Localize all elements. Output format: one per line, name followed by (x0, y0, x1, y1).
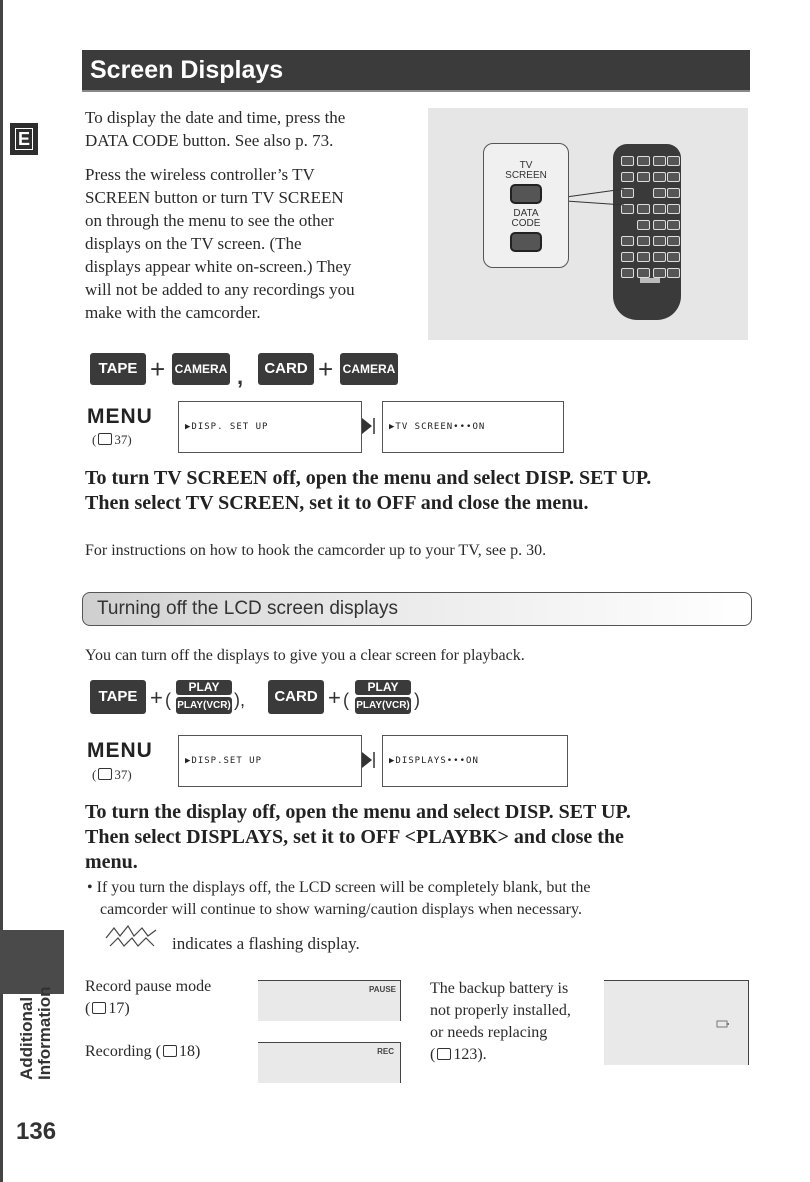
intro-line: displays appear white on-screen.) They (85, 257, 352, 276)
camera-mode-tag: CAMERA (340, 353, 398, 385)
page-title: Screen Displays (82, 50, 750, 90)
backup-battery-note: The backup battery is not properly installed, or needs replacing ( 123). (430, 980, 571, 1063)
display-off-instruction: To turn the display off, open the menu and select DISP. SET UP. Then select DISPLAYS, set it to OFF <PLAYBK> and close the menu. (85, 801, 631, 873)
warning-bullet: • If you turn the displays off, the LCD screen will be completely blank, but the camcorder will continue to show warning/caution displays when necessary. (87, 879, 591, 918)
intro-line: To display the date and time, press the (85, 108, 346, 127)
section-heading-lcd: Turning off the LCD screen displays (82, 592, 752, 626)
lcd-rec-display (258, 1042, 401, 1083)
side-tab-block (0, 930, 64, 994)
screen-line: ▶DISP. SET UP (185, 422, 269, 432)
lcd-pause-display (258, 980, 401, 1021)
rec-indicator: REC (377, 1047, 394, 1056)
intro-paragraph-1 (85, 106, 415, 152)
paren-close: ) (414, 690, 420, 710)
section2-intro: You can turn off the displays to give you a clear screen for playback. (85, 647, 525, 664)
screen-line: ▶DISP.SET UP (185, 756, 263, 766)
data-code-button-icon (510, 232, 542, 252)
comma-separator: , (237, 364, 244, 389)
tv-hookup-note: For instructions on how to hook the camcorder up to your TV, see p. 30. (85, 542, 547, 559)
side-tab-label: Additional Information (17, 986, 54, 1080)
tv-screen-label: TV SCREEN (505, 160, 547, 181)
intro-line: SCREEN button or turn TV SCREEN (85, 188, 344, 207)
title-underline (82, 90, 750, 92)
book-icon (98, 433, 112, 445)
playvcr-mode-tag: PLAY(VCR) (176, 697, 232, 714)
play-mode-tag: PLAY (355, 680, 411, 695)
intro-line: will not be added to any recordings you (85, 280, 355, 299)
menu-screen-disp-setup (178, 401, 362, 453)
remote-brand-mark (640, 278, 660, 283)
language-badge: E (10, 123, 38, 155)
remote-controller-icon (613, 144, 681, 320)
page-edge-rule (0, 0, 3, 1182)
menu-label: MENU (87, 739, 153, 762)
paren-open: ( (165, 690, 171, 710)
menu-screen-tv-screen (382, 401, 564, 453)
card-mode-tag: CARD (258, 353, 314, 385)
remote-controller-photo (428, 108, 748, 340)
screen-line: ▶TV SCREEN•••ON (389, 422, 486, 432)
record-pause-label: Record pause mode ( 17) (85, 978, 212, 1017)
tape-mode-tag: TAPE (90, 680, 146, 714)
remote-callout (483, 143, 569, 268)
page-number: 136 (16, 1118, 57, 1145)
menu-screen-displays (382, 735, 568, 787)
bullet-dot: • (87, 879, 97, 896)
tv-screen-button-icon (510, 184, 542, 204)
paren-open: ( (343, 690, 349, 710)
plus-sign: + (150, 354, 166, 384)
book-icon (98, 768, 112, 780)
plus-sign: + (328, 685, 341, 710)
flashing-display-note: indicates a flashing display. (172, 934, 360, 953)
camera-mode-tag: CAMERA (172, 353, 230, 385)
menu-page-ref: ( 37) (92, 767, 132, 782)
playvcr-mode-tag: PLAY(VCR) (355, 697, 411, 714)
intro-line: on through the menu to see the other (85, 211, 334, 230)
card-mode-tag: CARD (268, 680, 324, 714)
menu-page-ref: ( 37) (92, 432, 132, 447)
flashing-display-icon (104, 924, 158, 950)
screen-line: ▶DISPLAYS•••ON (389, 756, 479, 766)
intro-line: Press the wireless controller’s TV (85, 165, 315, 184)
plus-sign: + (150, 685, 163, 710)
book-icon (163, 1045, 177, 1057)
callout-leader-lines (566, 185, 626, 215)
play-mode-tag: PLAY (176, 680, 232, 695)
book-icon (437, 1048, 451, 1060)
recording-label: Recording ( 18) (85, 1043, 201, 1060)
tape-mode-tag: TAPE (90, 353, 146, 385)
intro-paragraph-2 (85, 163, 420, 324)
lcd-backup-battery-display (604, 980, 749, 1065)
menu-screen-disp-setup (178, 735, 362, 787)
intro-line: displays on the TV screen. (The (85, 234, 302, 253)
pause-indicator: PAUSE (369, 985, 396, 994)
battery-warning-icon (716, 1019, 730, 1029)
data-code-label: DATA CODE (511, 208, 541, 229)
plus-sign: + (318, 354, 334, 384)
book-icon (92, 1002, 106, 1014)
arrow-right-icon (362, 418, 376, 434)
arrow-right-icon (362, 752, 376, 768)
paren-close-comma: ), (234, 690, 245, 710)
tv-screen-instruction: To turn TV SCREEN off, open the menu and select DISP. SET UP. Then select TV SCREEN, set it to OFF and close the menu. (85, 467, 652, 514)
intro-line: DATA CODE button. See also p. 73. (85, 131, 334, 150)
intro-line: make with the camcorder. (85, 303, 261, 322)
menu-label: MENU (87, 405, 153, 428)
